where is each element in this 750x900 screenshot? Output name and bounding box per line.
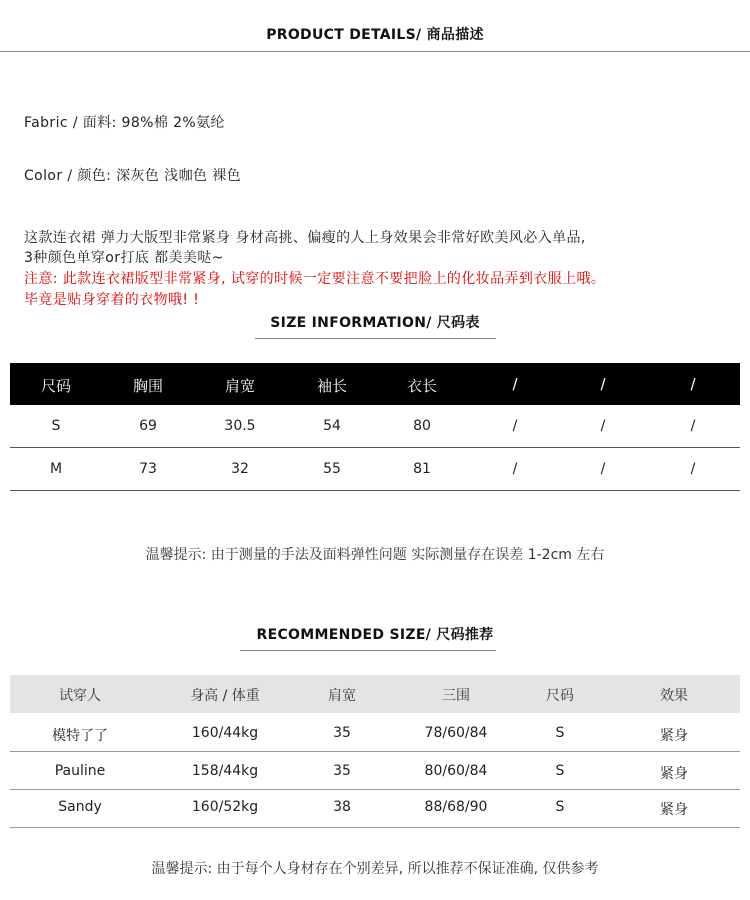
size-information-title: SIZE INFORMATION/ 尺码表 xyxy=(270,315,480,331)
recommend-cell: Sandy xyxy=(58,799,102,815)
size-header-cell: 袖长 xyxy=(316,377,347,395)
recommend-cell: 158/44kg xyxy=(191,763,259,779)
size-cell: 73 xyxy=(139,461,157,477)
recommend-cell: 35 xyxy=(333,763,351,779)
size-header-cell: 尺码 xyxy=(40,377,71,395)
size-cell: / xyxy=(512,418,518,434)
size-header-cell: / xyxy=(690,375,696,393)
size-cell: / xyxy=(600,461,606,477)
recommend-cell: 80/60/84 xyxy=(424,763,488,779)
recommend-header-cell: 试穿人 xyxy=(59,688,101,704)
recommend-cell: 88/68/90 xyxy=(424,799,488,815)
size-cell: M xyxy=(49,461,63,477)
recommend-header-cell: 效果 xyxy=(660,688,688,704)
size-cell: / xyxy=(690,461,696,477)
recommended-size-rule xyxy=(240,650,496,651)
recommend-cell: 紧身 xyxy=(660,766,688,782)
size-cell: 54 xyxy=(323,418,341,434)
size-header-cell: 肩宽 xyxy=(224,377,255,395)
recommend-cell: 35 xyxy=(333,725,351,741)
recommend-cell: 模特了了 xyxy=(52,728,108,744)
recommended-size-title: RECOMMENDED SIZE/ 尺码推荐 xyxy=(256,627,494,643)
recommend-header-cell: 肩宽 xyxy=(328,688,356,704)
fabric-line: Fabric / 面料: 98%棉 2%氨纶 xyxy=(24,115,225,131)
size-header-cell: 衣长 xyxy=(406,377,437,395)
size-cell: / xyxy=(600,418,606,434)
row-divider xyxy=(10,789,740,790)
warning-line-1: 注意: 此款连衣裙版型非常紧身, 试穿的时候一定要注意不要把脸上的化妆品弄到衣服上哦。 xyxy=(24,271,606,287)
size-header-cell: 胸围 xyxy=(132,377,163,395)
recommend-note: 温馨提示: 由于每个人身材存在个别差异, 所以推荐不保证准确, 仅供参考 xyxy=(151,861,599,877)
product-details-rule xyxy=(0,51,750,52)
recommend-cell: 78/60/84 xyxy=(424,725,488,741)
recommend-cell: S xyxy=(555,725,565,741)
row-divider xyxy=(10,751,740,752)
description-line-2: 3种颜色单穿or打底 都美美哒~ xyxy=(24,250,224,266)
recommend-cell: 38 xyxy=(333,799,351,815)
recommend-header-cell: 尺码 xyxy=(546,688,574,704)
row-divider xyxy=(10,827,740,828)
size-header-cell: / xyxy=(600,375,606,393)
product-details-title: PRODUCT DETAILS/ 商品描述 xyxy=(266,27,484,43)
recommend-cell: 160/44kg xyxy=(191,725,259,741)
description-line-1: 这款连衣裙 弹力大版型非常紧身 身材高挑、偏瘦的人上身效果会非常好欧美风必入单品, xyxy=(24,230,586,246)
size-note: 温馨提示: 由于测量的手法及面料弹性问题 实际测量存在误差 1-2cm 左右 xyxy=(145,547,605,563)
size-cell: S xyxy=(51,418,61,434)
recommend-header-cell: 身高 / 体重 xyxy=(190,688,260,704)
recommend-header-cell: 三围 xyxy=(442,688,470,704)
size-cell: 55 xyxy=(323,461,341,477)
recommend-cell: 紧身 xyxy=(660,802,688,818)
size-cell: 69 xyxy=(139,418,157,434)
recommend-cell: S xyxy=(555,763,565,779)
color-line: Color / 颜色: 深灰色 浅咖色 裸色 xyxy=(24,168,242,184)
row-divider xyxy=(10,490,740,491)
size-cell: 80 xyxy=(413,418,431,434)
size-cell: / xyxy=(690,418,696,434)
size-cell: 30.5 xyxy=(224,418,256,434)
size-header-cell: / xyxy=(512,375,518,393)
row-divider xyxy=(10,447,740,448)
recommend-table-header xyxy=(10,675,740,713)
recommend-cell: 160/52kg xyxy=(191,799,259,815)
warning-line-2: 毕竟是贴身穿着的衣物哦! ! xyxy=(24,292,200,308)
recommend-cell: Pauline xyxy=(54,763,106,779)
recommend-cell: S xyxy=(555,799,565,815)
size-cell: 32 xyxy=(231,461,249,477)
size-information-rule xyxy=(255,338,496,339)
size-table-header xyxy=(10,363,740,405)
size-cell: 81 xyxy=(413,461,431,477)
size-cell: / xyxy=(512,461,518,477)
recommend-cell: 紧身 xyxy=(660,728,688,744)
